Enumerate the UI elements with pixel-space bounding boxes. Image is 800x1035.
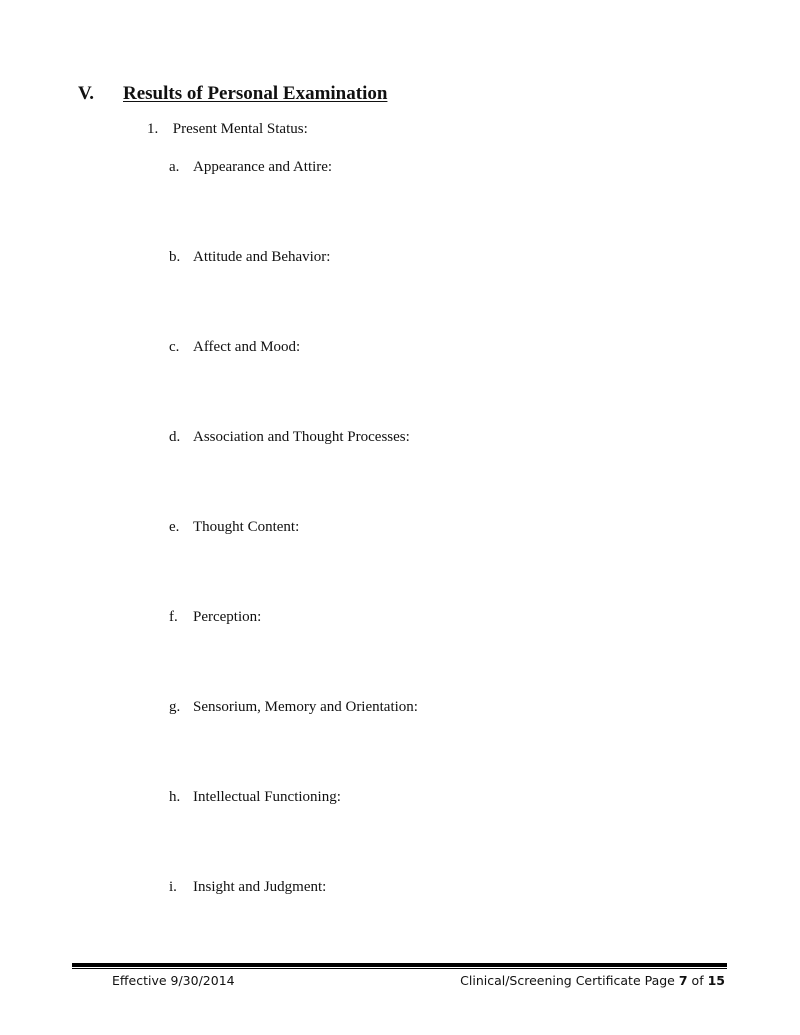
item-label: Present Mental Status:	[172, 121, 308, 137]
subitem-label: Affect and Mood:	[193, 339, 301, 355]
subitem-label: Attitude and Behavior:	[193, 249, 331, 265]
footer-page-info	[460, 973, 725, 988]
subitem-thought-content	[169, 519, 299, 536]
subitem-letter: c.	[169, 339, 180, 355]
subitem-label: Association and Thought Processes:	[193, 429, 410, 445]
subitem-label: Insight and Judgment:	[193, 879, 327, 895]
subitem-label: Thought Content:	[193, 519, 300, 535]
subitem-intellectual	[169, 789, 341, 806]
subitem-appearance	[169, 159, 332, 176]
subitem-association	[169, 429, 410, 446]
subitem-attitude	[169, 249, 330, 266]
item-number: 1.	[147, 121, 159, 137]
subitem-letter: b.	[169, 249, 181, 265]
subitem-letter: f.	[169, 609, 178, 625]
list-item-present-mental-status	[147, 121, 308, 138]
subitem-label: Intellectual Functioning:	[193, 789, 341, 805]
subitem-affect	[169, 339, 300, 356]
subitem-letter: i.	[169, 879, 177, 895]
subitem-insight	[169, 879, 326, 896]
footer-divider-thin	[72, 968, 727, 969]
subitem-letter: g.	[169, 699, 181, 715]
subitem-sensorium	[169, 699, 418, 716]
footer-divider-thick	[72, 963, 727, 967]
footer-page-number: 7	[678, 973, 688, 988]
subitem-perception	[169, 609, 261, 626]
footer-doc-title: Clinical/Screening Certificate Page	[460, 973, 675, 988]
footer-effective-date: Effective 9/30/2014	[112, 973, 235, 988]
subitem-letter: d.	[169, 429, 181, 445]
footer-of: of	[691, 973, 704, 988]
subitem-letter: e.	[169, 519, 180, 535]
subitem-label: Appearance and Attire:	[193, 159, 333, 175]
subitem-label: Perception:	[193, 609, 262, 625]
subitem-letter: a.	[169, 159, 180, 175]
footer-page-total: 15	[707, 973, 725, 988]
section-number: V.	[78, 83, 95, 104]
section-title: Results of Personal Examination	[123, 83, 388, 104]
subitem-label: Sensorium, Memory and Orientation:	[193, 699, 418, 715]
subitem-letter: h.	[169, 789, 181, 805]
